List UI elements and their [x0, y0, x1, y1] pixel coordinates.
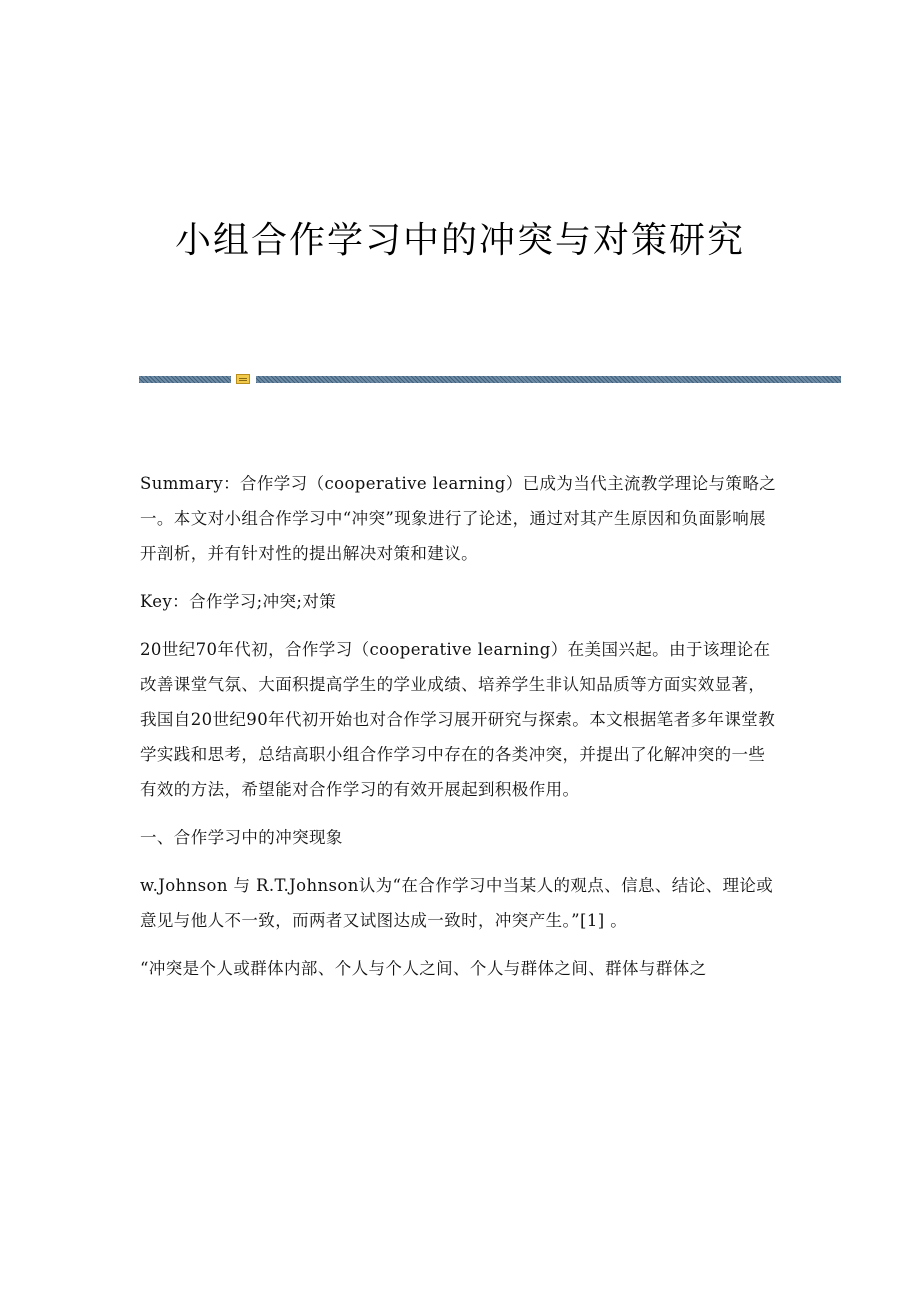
conflict-definition-paragraph: “冲突是个人或群体内部、个人与个人之间、个人与群体之间、群体与群体之	[140, 959, 707, 978]
divider-bar-left	[139, 376, 231, 383]
johnson-paragraph: w.Johnson 与 R.T.Johnson认为“在合作学习中当某人的观点、信息、结论、理论或意见与他人不一致，而两者又试图达成一致时，冲突产生。”[1] 。	[140, 876, 774, 930]
document-body	[140, 466, 780, 986]
keywords-paragraph: Key：合作学习;冲突;对策	[140, 592, 337, 611]
divider-bar-right	[256, 376, 841, 383]
title-divider	[139, 374, 841, 384]
intro-paragraph: 20世纪70年代初，合作学习（cooperative learning）在美国兴起。由于该理论在改善课堂气氛、大面积提高学生的学业成绩、培养学生非认知品质等方面实效显著，我国自20世纪90年代初开始也对合作学习展开研究与探索。本文根据笔者多年课堂教学实践和思考，总结高职小组合作学习中存在的各类冲突，并提出了化解冲突的一些有效的方法，希望能对合作学习的有效开展起到积极作用。	[140, 640, 776, 799]
section-heading: 一、合作学习中的冲突现象	[140, 828, 343, 847]
summary-paragraph: Summary：合作学习（cooperative learning）已成为当代主流教学理论与策略之一。本文对小组合作学习中“冲突”现象进行了论述，通过对其产生原因和负面影响展开剖析，并有针对性的提出解决对策和建议。	[140, 474, 777, 563]
document-title: 小组合作学习中的冲突与对策研究	[174, 220, 745, 261]
divider-ornament-icon	[236, 374, 250, 384]
